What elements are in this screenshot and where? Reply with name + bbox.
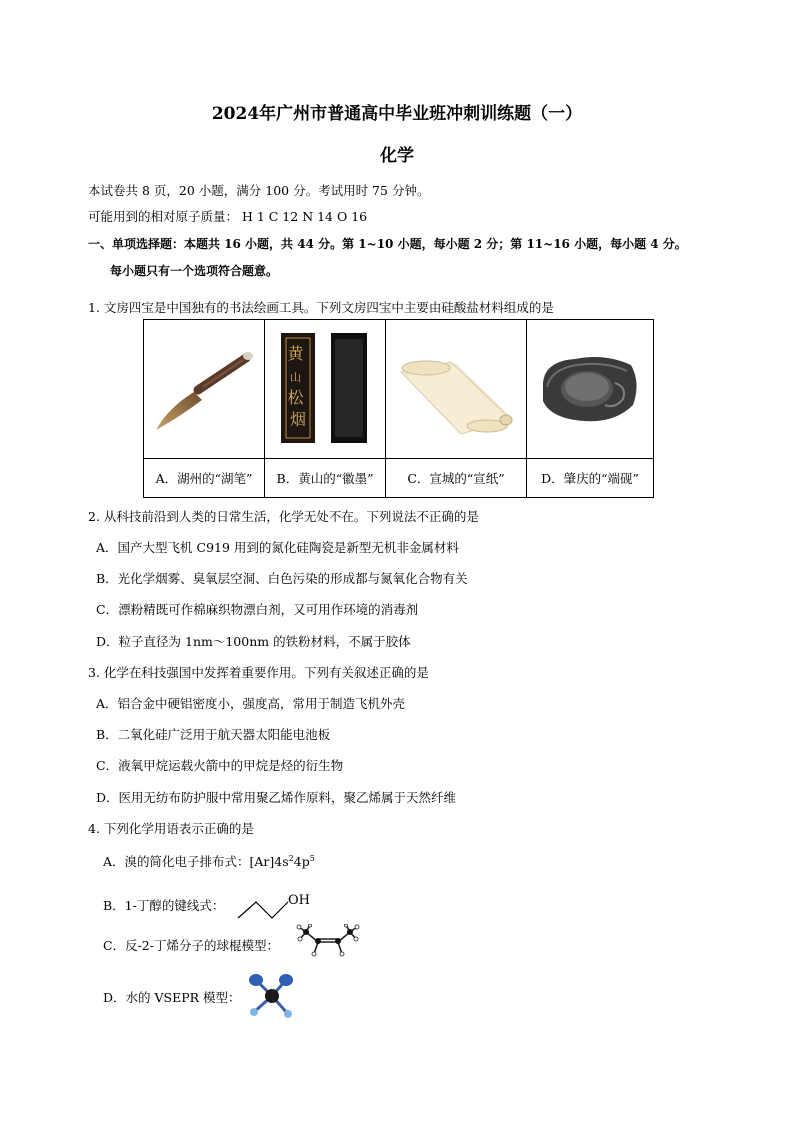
intro-line-2: 可能用到的相对原子质量： H 1 C 12 N 14 O 16 <box>88 209 368 224</box>
paper-image-cell <box>386 320 527 459</box>
inkstone-image-cell <box>527 320 654 459</box>
intro-line-1: 本试卷共 8 页，20 小题，满分 100 分。考试用时 75 分钟。 <box>88 183 430 198</box>
q1-option-d: D．肇庆的“端砚” <box>527 459 654 498</box>
q3-option-b: B．二氧化硅广泛用于航天器太阳能电池板 <box>96 727 331 742</box>
q1-stem: 1. 文房四宝是中国独有的书法绘画工具。下列文房四宝中主要由硅酸盐材料组成的是 <box>88 300 554 315</box>
ink-image <box>275 329 375 447</box>
q4-option-a-formula: [Ar]4s <box>249 854 289 869</box>
paper-image <box>391 338 521 438</box>
ink-image-cell <box>265 320 386 459</box>
q2-option-a: A．国产大型飞机 C919 用到的氮化硅陶瓷是新型无机非金属材料 <box>96 540 459 555</box>
subject-title: 化学 <box>380 146 414 166</box>
q1-option-a: A．湖州的“湖笔” <box>144 459 265 498</box>
q3-option-c: C．液氧甲烷运载火箭中的甲烷是烃的衍生物 <box>96 758 344 773</box>
q4-option-a-sup1: 2 <box>288 853 294 863</box>
q4-option-d: D．水的 VSEPR 模型： <box>103 990 241 1005</box>
q4-option-a-text: A．溴的简化电子排布式： <box>103 854 250 869</box>
q1-option-b: B．黄山的“徽墨” <box>265 459 386 498</box>
q2-option-b: B．光化学烟雾、臭氧层空洞、白色污染的形成都与氮氧化合物有关 <box>96 571 468 586</box>
butanol-skeletal-formula <box>236 890 316 922</box>
section-heading-2: 每小题只有一个选项符合题意。 <box>110 264 279 278</box>
q3-option-d: D．医用无纺布防护服中常用聚乙烯作原料，聚乙烯属于天然纤维 <box>96 790 457 805</box>
brush-image-cell <box>144 320 265 459</box>
q4-option-a-mid: 4p <box>293 854 310 869</box>
q4-option-a-sup2: 5 <box>309 853 315 863</box>
q1-options-table <box>143 319 654 498</box>
q4-option-a <box>103 852 315 870</box>
q4-stem: 4. 下列化学用语表示正确的是 <box>88 821 254 836</box>
page-title: 2024年广州市普通高中毕业班冲刺训练题（一） <box>211 104 583 124</box>
inkstone-image <box>535 343 645 433</box>
q2-option-d: D．粒子直径为 1nm～100nm 的铁粉材料，不属于胶体 <box>96 634 411 649</box>
q2-stem: 2. 从科技前沿到人类的日常生活，化学无处不在。下列说法不正确的是 <box>88 509 479 524</box>
q1-option-c: C．宣城的“宣纸” <box>386 459 527 498</box>
q4-option-b: B．1-丁醇的键线式： <box>103 898 225 913</box>
trans-2-butene-ball-stick-model <box>296 924 360 958</box>
q3-stem: 3. 化学在科技强国中发挥着重要作用。下列有关叙述正确的是 <box>88 665 429 680</box>
q3-option-a: A．铝合金中硬铝密度小，强度高，常用于制造飞机外壳 <box>96 696 406 711</box>
ink-text: 黄 山 松 烟 <box>287 343 307 429</box>
water-vsepr-model <box>244 972 300 1022</box>
q2-option-c: C．漂粉精既可作棉麻织物漂白剂，又可用作环境的消毒剂 <box>96 602 419 617</box>
brush-image <box>148 338 260 438</box>
oh-label: OH <box>288 893 310 908</box>
q4-option-c: C．反-2-丁烯分子的球棍模型： <box>103 938 279 953</box>
section-heading: 一、单项选择题：本题共 16 小题，共 44 分。第 1~10 小题，每小题 2 分；第 11~16 小题，每小题 4 分。 <box>88 237 687 251</box>
